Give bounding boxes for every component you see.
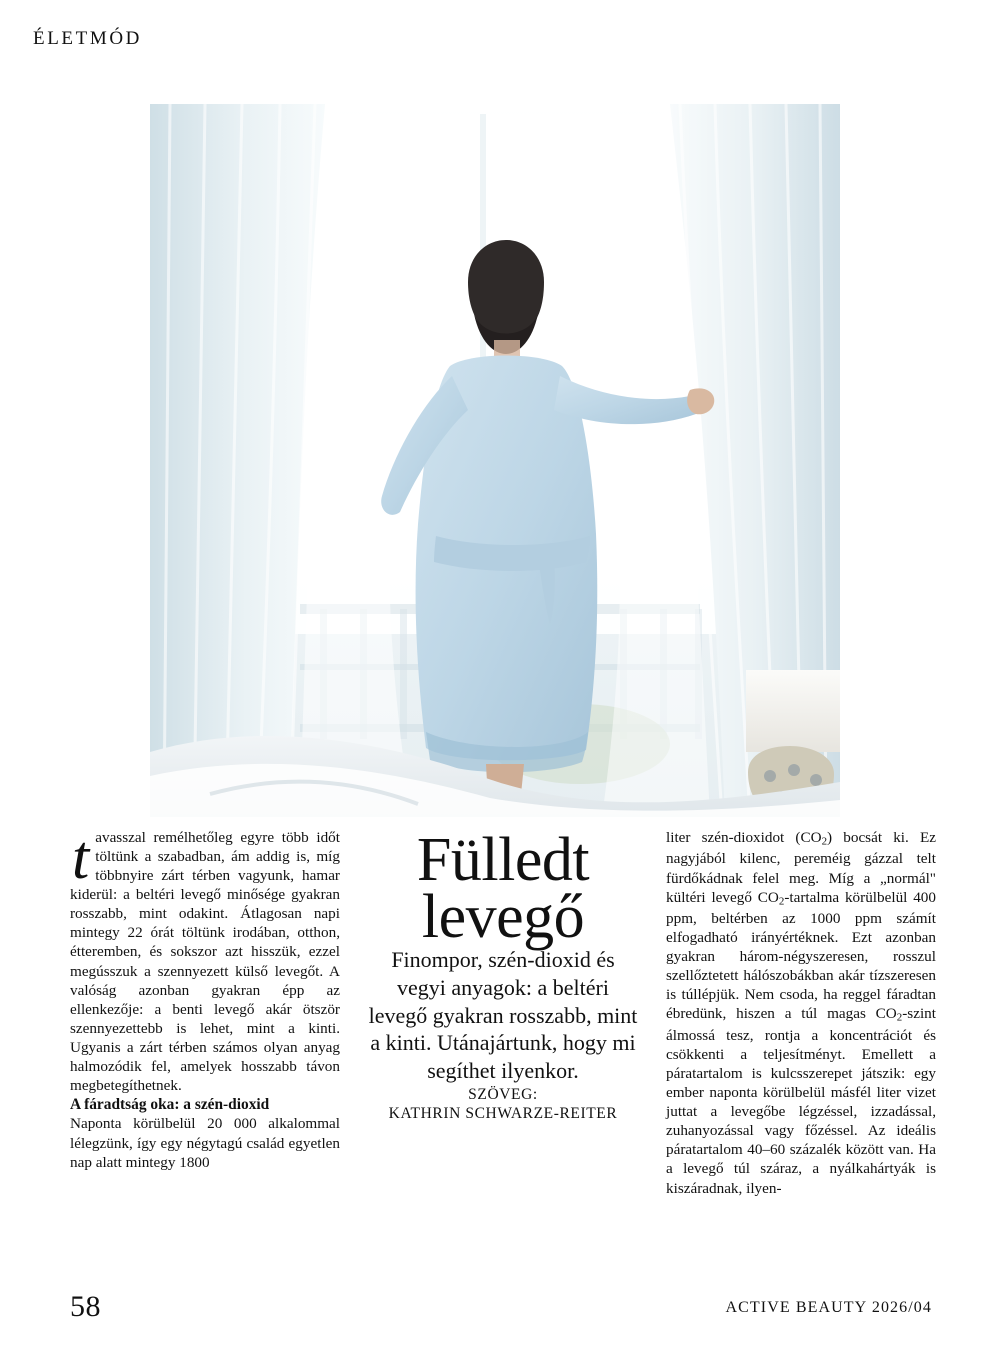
co2-subscript-3: 2 bbox=[896, 1012, 903, 1025]
byline-label: SZÖVEG: bbox=[468, 1085, 538, 1103]
left-body-text: Naponta körülbelül 20 000 alkalommal lélegzünk, így egy négytagú család egyetlen nap alatt mintegy 1800 bbox=[70, 1115, 340, 1171]
subheading: A fáradtság oka: a szén-dioxid bbox=[70, 1096, 270, 1114]
right-text-part-2: ) bocsát ki. Ez nagyjából kilenc, pereméig gázzal telt fürdőkádnak felel meg. Míg a „normál" kültéri levegő CO bbox=[666, 829, 936, 906]
hero-illustration-icon bbox=[150, 104, 840, 817]
column-right bbox=[666, 828, 936, 1268]
right-text-part-4: -szint álmossá tesz, rontja a koncentrációt és csökkenti a teljesítményt. Emellett a páratartalom is kulcsszerepet játszik: egy ember naponta körülbelül másfél liter vizet juttat a levegőbe légzéssel, izzadással, zuhanyozással vagy főzéssel. Az ideális páratartalom 40–60 százalék között van. Ha a levegő túl száraz, a nyálkahártyák is kiszáradnak, ilyen- bbox=[666, 1005, 936, 1197]
headline-line-2: levegő bbox=[421, 883, 585, 952]
headline-line-1: Fülledt bbox=[416, 826, 590, 894]
drop-cap: t bbox=[72, 824, 90, 892]
column-left bbox=[70, 824, 340, 1268]
column-middle bbox=[368, 828, 638, 1268]
lead-text: avasszal remélhetőleg egyre több időt töltünk a szabadban, ám addig is, míg többnyire zárt térben vagyunk, hamar kiderül: a beltéri levegő minősége gyakran rosszabb, mint odakint. Átlagosan napi mintegy 22 órát töltünk irodában, otthon, étteremben, és sokszor azt hisszük, ezzel megússzuk a szennyezett külső levegőt. A valóság azonban gyakran épp az ellenkezője: a benti levegő akár ötször szennyezettebb is lehet, mint a kinti. Ugyanis a zárt térben számos olyan anyag halmozódik fel, amelyek hosszabb távon megbetegíthetnek. bbox=[70, 829, 340, 1095]
co2-subscript-1: 2 bbox=[821, 835, 828, 848]
publication-footer: ACTIVE BEAUTY 2026/04 bbox=[725, 1299, 932, 1316]
co2-subscript-2: 2 bbox=[778, 895, 785, 908]
hero-image bbox=[150, 104, 840, 817]
lead-paragraph bbox=[70, 824, 340, 1095]
article-deck: Finompor, szén-dioxid és vegyi anyagok: a beltéri levegő gyakran rosszabb, mint a kinti. Utánajártunk, hogy mi segíthet ilyenkor. bbox=[368, 947, 638, 1083]
right-text-part-3: -tartalma körülbelül 400 ppm, beltérben az 1000 ppm számít elfogadható irányértéknek. Ezt azonban gyakran három-négyszeresen, rosszul szellőztetett hálószobákban akár tízszeresen is túllépjük. Nem csoda, ha reggel fáradtan ébredünk, hiszen a túl magas CO bbox=[666, 888, 936, 1023]
page-number: 58 bbox=[70, 1290, 101, 1323]
byline-author: KATHRIN SCHWARZE-REITER bbox=[388, 1105, 618, 1123]
right-text-part-1: liter szén-dioxidot (CO bbox=[666, 829, 822, 846]
right-body-text bbox=[666, 828, 936, 1198]
section-kicker: ÉLETMÓD bbox=[33, 28, 142, 49]
article-columns bbox=[70, 824, 936, 1268]
article-headline bbox=[368, 826, 638, 952]
